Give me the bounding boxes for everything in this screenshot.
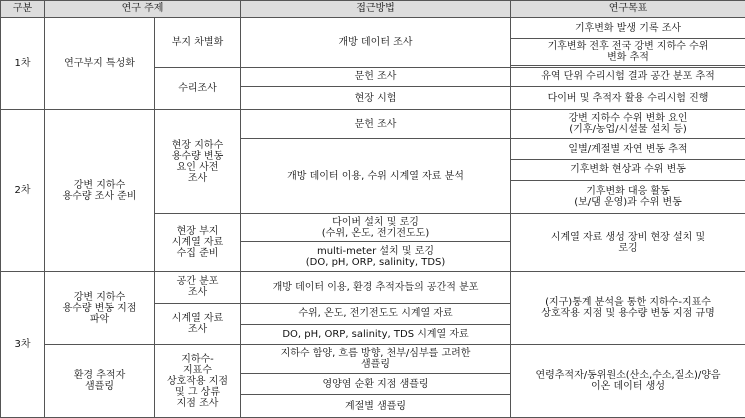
table-row — [1, 110, 745, 139]
phase2-sub1-method-1: 문헌 조사 — [241, 110, 511, 139]
phase1-label: 1차 — [1, 17, 45, 110]
table-row — [1, 272, 745, 303]
phase3-topic-1: 강변 지하수 용수량 변동 지점 파악 — [45, 272, 155, 345]
phase2-sub1-goal-4: 기후변화 대응 활동 (보/댐 운영)과 수위 변동 — [511, 180, 745, 213]
phase2-sub2-goal: 시계열 자료 생성 장비 현장 설치 및 로깅 — [511, 214, 745, 272]
phase1-sub2-method-2: 현장 시험 — [241, 87, 511, 110]
header-method: 접근방법 — [241, 1, 511, 18]
phase1-sub1-goal-1: 기후변화 발생 기록 조사 — [511, 17, 745, 39]
header-topic: 연구 주제 — [45, 1, 241, 18]
phase2-sub1-goal-2: 일별/계절별 자연 변동 추적 — [511, 139, 745, 160]
phase1-sub1-method: 개방 데이터 조사 — [241, 17, 511, 67]
phase2-sub1-name: 현장 지하수 용수량 변동 요인 사전 조사 — [155, 110, 241, 214]
phase2-sub1-goal-3: 기후변화 현상과 수위 변동 — [511, 160, 745, 181]
phase1-sub2-goal-2: 다이버 및 추적자 활용 수리시험 진행 — [511, 87, 745, 110]
phase3-sub1-name: 공간 분포 조사 — [155, 272, 241, 303]
phase2-sub1-goal-1: 강변 지하수 수위 변화 요인 (기후/농업/시설물 설치 등) — [511, 110, 745, 139]
phase1-topic: 연구부지 특성화 — [45, 17, 155, 110]
phase3-sub3-method-1: 지하수 함양, 흐름 방향, 천부/심부를 고려한 샘플링 — [241, 345, 511, 374]
phase3-sub3-method-3: 계절별 샘플링 — [241, 395, 511, 418]
phase1-sub2-goal-1: 유역 단위 수리시험 결과 공간 분포 추적 — [511, 67, 745, 87]
phase1-sub1-goal-2: 기후변화 전후 전국 강변 지하수 수위 변화 추적 — [511, 39, 745, 66]
phase3-sub3-name: 지하수- 지표수 상호작용 지점 및 그 상류 지점 조사 — [155, 345, 241, 418]
table-row — [1, 345, 745, 374]
phase2-sub1-method-2: 개방 데이터 이용, 수위 시계열 자료 분석 — [241, 139, 511, 214]
phase3-sub3-method-2: 영양염 순환 지점 샘플링 — [241, 374, 511, 395]
header-goal: 연구목표 — [511, 1, 745, 18]
phase3-sub2-name: 시계열 자료 조사 — [155, 303, 241, 345]
phase2-sub2-name: 현장 부지 시계열 자료 수집 준비 — [155, 214, 241, 272]
phase3-sub2-method-1: 수위, 온도, 전기전도도 시계열 자료 — [241, 303, 511, 325]
phase3-sub2-method-2: DO, pH, ORP, salinity, TDS 시계열 자료 — [241, 325, 511, 345]
phase3-topic-2: 환경 추적자 샘플링 — [45, 345, 155, 418]
phase1-sub2-method-1: 문헌 조사 — [241, 67, 511, 87]
phase1-sub1-name: 부지 차별화 — [155, 17, 241, 67]
phase1-sub2-name: 수리조사 — [155, 67, 241, 110]
table-row — [1, 17, 745, 39]
phase2-topic: 강변 지하수 용수량 조사 준비 — [45, 110, 155, 272]
header-gubun: 구분 — [1, 1, 45, 18]
phase3-sub1-method: 개방 데이터 이용, 환경 추적자들의 공간적 분포 — [241, 272, 511, 303]
table-header-row — [1, 1, 745, 18]
phase2-sub2-method-2: multi-meter 설치 및 로깅 (DO, pH, ORP, salinity, TDS) — [241, 242, 511, 272]
phase3-goal-2: 연령추적자/동위원소(산소,수소,질소)/양음 이온 데이터 생성 — [511, 345, 745, 418]
phase3-goal-1: (지구)통계 분석을 통한 지하수-지표수 상호작용 지점 및 용수량 변동 지점 규명 — [511, 272, 745, 345]
phase3-label: 3차 — [1, 272, 45, 418]
phase2-label: 2차 — [1, 110, 45, 272]
phase2-sub2-method-1: 다이버 설치 및 로깅 (수위, 온도, 전기전도도) — [241, 214, 511, 242]
